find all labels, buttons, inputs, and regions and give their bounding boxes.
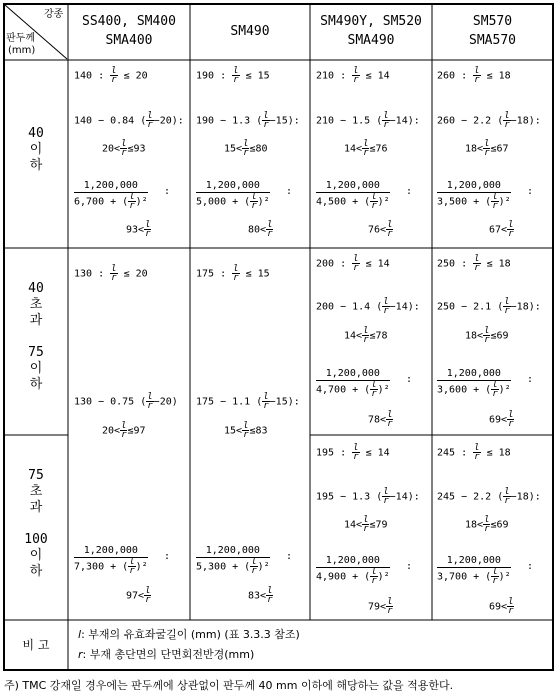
fraction-l-over-r: $\frac{l}{r}$	[492, 380, 498, 399]
formula-euler-range: 93< $\frac{l}{r}$	[126, 220, 151, 239]
formula-euler-range: 83< $\frac{l}{r}$	[248, 586, 273, 605]
formula-euler-range: 97< $\frac{l}{r}$	[126, 586, 151, 605]
fraction-l-over-r: $\frac{l}{r}$	[492, 567, 498, 586]
fraction-l-over-r: $\frac{l}{r}$	[251, 557, 257, 576]
fraction-l-over-r: $\frac{l}{r}$	[387, 220, 393, 239]
remarks-line-1	[78, 626, 300, 642]
formula-euler-colon: :	[164, 551, 171, 562]
formula-linear-range: 15< $\frac{l}{r}$ ≤83	[224, 421, 268, 440]
formula-euler-colon: :	[406, 374, 413, 385]
col3-line1: SM490Y, SM520	[320, 14, 422, 29]
formula-euler-range: 80< $\frac{l}{r}$	[248, 220, 273, 239]
fraction-l-over-r: $\frac{l}{r}$	[267, 220, 273, 239]
formula-euler-range: 69< $\frac{l}{r}$	[489, 410, 514, 429]
fraction-l-over-r: $\frac{l}{r}$	[383, 297, 389, 316]
fraction-l-over-r: $\frac{l}{r}$	[484, 139, 490, 158]
formula-euler: 1,200,000 5,000 + ( $\frac{l}{r}$ )²	[196, 180, 270, 211]
col1-line1: SS400, SM400	[82, 14, 176, 29]
fraction-l-over-r: $\frac{l}{r}$	[363, 326, 369, 345]
formula-linear: 250 − 2.1 ( $\frac{l}{r}$ −18):	[437, 297, 541, 316]
formula-euler-colon: :	[527, 186, 534, 197]
formula-linear: 210 − 1.5 ( $\frac{l}{r}$ −14):	[316, 111, 420, 130]
formula-euler-colon: :	[406, 186, 413, 197]
formula-euler: 1,200,000 3,500 + ( $\frac{l}{r}$ )²	[437, 180, 511, 211]
fraction-l-over-r: $\frac{l}{r}$	[111, 264, 117, 283]
formula-limit: 195 : $\frac{l}{r}$ ≤ 14	[316, 443, 390, 462]
formula-euler-colon: :	[527, 561, 534, 572]
formula-linear: 190 − 1.3 ( $\frac{l}{r}$ −15):	[196, 111, 300, 130]
formula-linear: 200 − 1.4 ( $\frac{l}{r}$ −14):	[316, 297, 420, 316]
row-label-3: 75 초 과 100 이 하	[24, 468, 48, 579]
formula-limit: 245 : $\frac{l}{r}$ ≤ 18	[437, 443, 511, 462]
formula-linear-range: 14< $\frac{l}{r}$ ≤78	[344, 326, 388, 345]
formula-limit: 260 : $\frac{l}{r}$ ≤ 18	[437, 66, 511, 85]
fraction-l-over-r: $\frac{l}{r}$	[474, 443, 480, 462]
formula-linear-range: 18< $\frac{l}{r}$ ≤67	[465, 139, 509, 158]
formula-limit: 200 : $\frac{l}{r}$ ≤ 14	[316, 254, 390, 273]
formula-euler: 1,200,000 5,300 + ( $\frac{l}{r}$ )²	[196, 545, 270, 576]
formula-euler-range: 69< $\frac{l}{r}$	[489, 597, 514, 616]
remarks-r-symbol: r	[78, 648, 83, 661]
fraction-l-over-r: $\frac{l}{r}$	[383, 111, 389, 130]
formula-linear: 245 − 2.2 ( $\frac{l}{r}$ −18):	[437, 487, 541, 506]
fraction-l-over-r: $\frac{l}{r}$	[363, 515, 369, 534]
fraction-l-over-r: $\frac{l}{r}$	[267, 586, 273, 605]
formula-euler: 1,200,000 4,500 + ( $\frac{l}{r}$ )²	[316, 180, 390, 211]
formula-euler-range: 79< $\frac{l}{r}$	[368, 597, 393, 616]
fraction-l-over-r: $\frac{l}{r}$	[145, 220, 151, 239]
formula-euler-colon: :	[286, 186, 293, 197]
remarks-line-1-text: : 부재의 유효좌굴길이 (mm) (표 3.3.3 참조)	[81, 628, 300, 641]
fraction-l-over-r: $\frac{l}{r}$	[508, 597, 514, 616]
formula-euler: 1,200,000 3,700 + ( $\frac{l}{r}$ )²	[437, 555, 511, 586]
fraction-l-over-r: $\frac{l}{r}$	[504, 297, 510, 316]
remarks-line-2	[78, 646, 254, 662]
formula-limit: 140 : $\frac{l}{r}$ ≤ 20	[74, 66, 148, 85]
fraction-l-over-r: $\frac{l}{r}$	[111, 66, 117, 85]
formula-limit: 130 : $\frac{l}{r}$ ≤ 20	[74, 264, 148, 283]
formula-euler: 1,200,000 4,700 + ( $\frac{l}{r}$ )²	[316, 368, 390, 399]
fraction-l-over-r: $\frac{l}{r}$	[484, 515, 490, 534]
fraction-l-over-r: $\frac{l}{r}$	[363, 139, 369, 158]
fraction-l-over-r: $\frac{l}{r}$	[371, 192, 377, 211]
fraction-l-over-r: $\frac{l}{r}$	[387, 597, 393, 616]
formula-linear-range: 14< $\frac{l}{r}$ ≤79	[344, 515, 388, 534]
fraction-l-over-r: $\frac{l}{r}$	[508, 410, 514, 429]
fraction-l-over-r: $\frac{l}{r}$	[121, 421, 127, 440]
fraction-l-over-r: $\frac{l}{r}$	[353, 254, 359, 273]
fraction-l-over-r: $\frac{l}{r}$	[383, 487, 389, 506]
formula-linear: 140 − 0.84 ( $\frac{l}{r}$ −20):	[74, 111, 184, 130]
formula-limit: 210 : $\frac{l}{r}$ ≤ 14	[316, 66, 390, 85]
formula-euler-range: 78< $\frac{l}{r}$	[368, 410, 393, 429]
remarks-line-2-text: : 부재 총단면의 단면회전반경(mm)	[82, 648, 255, 661]
formula-limit: 190 : $\frac{l}{r}$ ≤ 15	[196, 66, 270, 85]
formula-euler: 1,200,000 3,600 + ( $\frac{l}{r}$ )²	[437, 368, 511, 399]
col4-line2: SMA570	[469, 33, 516, 48]
formula-euler: 1,200,000 6,700 + ( $\frac{l}{r}$ )²	[74, 180, 148, 211]
formula-euler: 1,200,000 7,300 + ( $\frac{l}{r}$ )²	[74, 545, 148, 576]
fraction-l-over-r: $\frac{l}{r}$	[263, 392, 269, 411]
formula-linear: 195 − 1.3 ( $\frac{l}{r}$ −14):	[316, 487, 420, 506]
footnote: 주) TMC 강재일 경우에는 판두께에 상관없이 판두께 40 mm 이하에 해당하는 값을 적용한다.	[4, 679, 454, 692]
fraction-l-over-r: $\frac{l}{r}$	[121, 139, 127, 158]
remarks-l-symbol: l	[78, 628, 82, 641]
corner-thickness-label: 판두께	[6, 33, 35, 44]
formula-euler: 1,200,000 4,900 + ( $\frac{l}{r}$ )²	[316, 555, 390, 586]
formula-euler-colon: :	[527, 374, 534, 385]
col1-line2: SMA400	[105, 33, 153, 48]
formula-linear-range: 15< $\frac{l}{r}$ ≤80	[224, 139, 268, 158]
fraction-l-over-r: $\frac{l}{r}$	[233, 66, 239, 85]
formula-linear-range: 18< $\frac{l}{r}$ ≤69	[465, 515, 509, 534]
fraction-l-over-r: $\frac{l}{r}$	[233, 264, 239, 283]
formula-linear-range: 18< $\frac{l}{r}$ ≤69	[465, 326, 509, 345]
row-label-1: 40 이 하	[28, 126, 44, 173]
fraction-l-over-r: $\frac{l}{r}$	[353, 66, 359, 85]
fraction-l-over-r: $\frac{l}{r}$	[387, 410, 393, 429]
corner-unit-label: (mm)	[8, 45, 36, 56]
fraction-l-over-r: $\frac{l}{r}$	[147, 111, 153, 130]
formula-limit: 175 : $\frac{l}{r}$ ≤ 15	[196, 264, 270, 283]
fraction-l-over-r: $\frac{l}{r}$	[129, 557, 135, 576]
formula-linear: 130 − 0.75 ( $\frac{l}{r}$ −20)	[74, 392, 178, 411]
formula-euler-colon: :	[286, 551, 293, 562]
formula-linear-range: 20< $\frac{l}{r}$ ≤93	[102, 139, 146, 158]
formula-limit: 250 : $\frac{l}{r}$ ≤ 18	[437, 254, 511, 273]
fraction-l-over-r: $\frac{l}{r}$	[504, 111, 510, 130]
fraction-l-over-r: $\frac{l}{r}$	[263, 111, 269, 130]
fraction-l-over-r: $\frac{l}{r}$	[147, 392, 153, 411]
fraction-l-over-r: $\frac{l}{r}$	[508, 220, 514, 239]
row-label-2: 40 초 과 75 이 하	[28, 281, 44, 392]
formula-linear-range: 20< $\frac{l}{r}$ ≤97	[102, 421, 146, 440]
fraction-l-over-r: $\frac{l}{r}$	[129, 192, 135, 211]
formula-linear: 175 − 1.1 ( $\frac{l}{r}$ −15):	[196, 392, 300, 411]
formula-linear: 260 − 2.2 ( $\frac{l}{r}$ −18):	[437, 111, 541, 130]
fraction-l-over-r: $\frac{l}{r}$	[243, 139, 249, 158]
remarks-label: 비 고	[22, 638, 50, 652]
formula-euler-colon: :	[164, 186, 171, 197]
corner-steel-label: 강종	[44, 9, 64, 20]
fraction-l-over-r: $\frac{l}{r}$	[251, 192, 257, 211]
fraction-l-over-r: $\frac{l}{r}$	[492, 192, 498, 211]
col2-line1: SM490	[230, 24, 270, 39]
col3-line2: SMA490	[347, 33, 395, 48]
fraction-l-over-r: $\frac{l}{r}$	[371, 567, 377, 586]
fraction-l-over-r: $\frac{l}{r}$	[504, 487, 510, 506]
fraction-l-over-r: $\frac{l}{r}$	[145, 586, 151, 605]
fraction-l-over-r: $\frac{l}{r}$	[371, 380, 377, 399]
fraction-l-over-r: $\frac{l}{r}$	[474, 66, 480, 85]
formula-linear-range: 14< $\frac{l}{r}$ ≤76	[344, 139, 388, 158]
col4-line1: SM570	[472, 14, 513, 29]
formula-euler-range: 76< $\frac{l}{r}$	[368, 220, 393, 239]
fraction-l-over-r: $\frac{l}{r}$	[243, 421, 249, 440]
formula-euler-colon: :	[406, 561, 413, 572]
formula-euler-range: 67< $\frac{l}{r}$	[489, 220, 514, 239]
fraction-l-over-r: $\frac{l}{r}$	[484, 326, 490, 345]
fraction-l-over-r: $\frac{l}{r}$	[474, 254, 480, 273]
fraction-l-over-r: $\frac{l}{r}$	[353, 443, 359, 462]
